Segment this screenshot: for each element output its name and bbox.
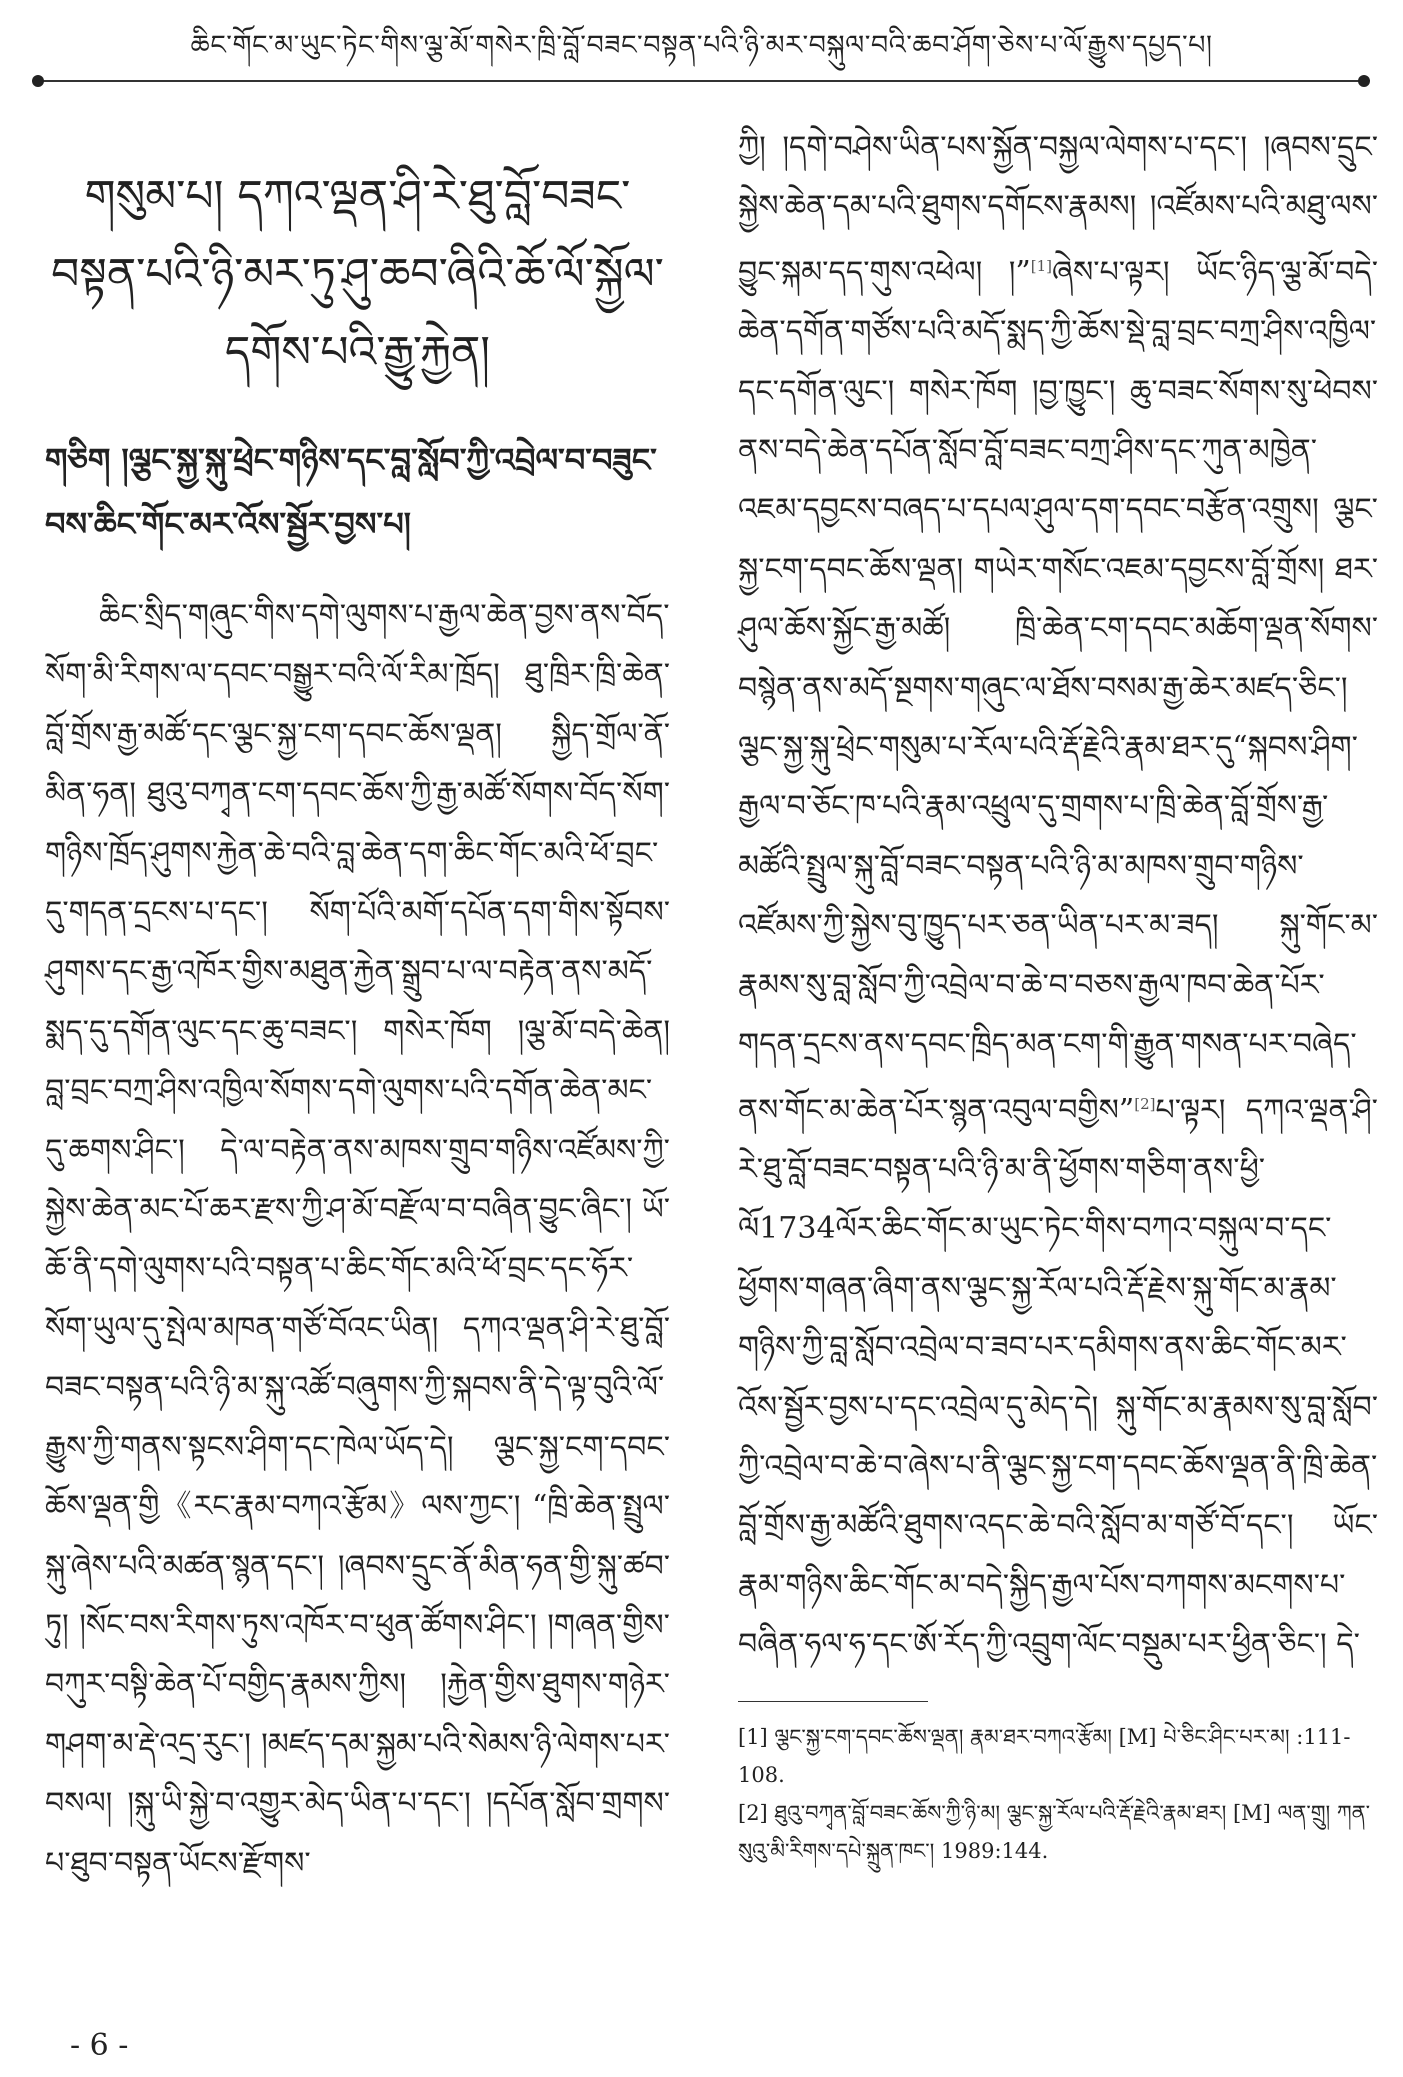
section-subtitle: གཅིག །ལྕང་སྐྱ་སྐུ་ཕྲེང་གཉིས་དང་བླ་སློབ་ཀྱི་འབྲེལ་བ་བཟུང་བས་ཆིང་གོང་མར་འོས་སྦྱོར་བྱས་པ།	[45, 441, 657, 543]
body-paragraph-left: ཆིང་སྲིད་གཞུང་གིས་དགེ་ལུགས་པ་རྒྱལ་ཆེན་བྱས་ནས་བོད་སོག་མི་རིགས་ལ་དབང་བསྒྱུར་བའི་ལོ་རིམ་ཁྲོད། ཐུ་ཁྲིར་ཁྲི་ཆེན་བློ་གྲོས་རྒྱ་མཚོ་དང་ལྕང་སྐྱ་ངག་དབང་ཆོས་ལྡན། སྐྱིད་གྲོལ་ནོ་མིན་ཧན། ཐུའུ་བཀྭན་ངག་དབང་ཆོས་ཀྱི་རྒྱ་མཚོ་སོགས་བོད་སོག་གཉིས་ཁྲོད་ཤུགས་རྐྱེན་ཆེ་བའི་བླ་ཆེན་དག་ཆིང་གོང་མའི་ཕོ་བྲང་དུ་གདན་དྲངས་པ་དང་། སོག་པོའི་མགོ་དཔོན་དག་གིས་སྟོབས་ཤུགས་དང་རྒྱ་འཁོར་གྱིས་མཐུན་རྐྱེན་སྒྲུབ་པ་ལ་བརྟེན་ནས་མདོ་སྨད་དུ་དགོན་ལུང་དང་ཆུ་བཟང་། གསེར་ཁོག །ལྕ་མོ་བདེ་ཆེན། བླ་བྲང་བཀྲ་ཤིས་འཁྱིལ་སོགས་དགེ་ལུགས་པའི་དགོན་ཆེན་མང་དུ་ཆགས་ཤིང་། དེ་ལ་བརྟེན་ནས་མཁས་གྲུབ་གཉིས་འཛོམས་ཀྱི་སྐྱེས་ཆེན་མང་པོ་ཆར་རྫས་ཀྱི་ཤ་མོ་བརྫོལ་བ་བཞིན་བྱུང་ཞིང་། ཡོ་ཆོ་ནི་དགེ་ལུགས་པའི་བསྟན་པ་ཆིང་གོང་མའི་ཕོ་བྲང་དང་ཧོར་སོག་ཡུལ་དུ་སྤེལ་མཁན་གཙོ་བོའང་ཡིན། དཀའ་ལྡན་ཤི་རེ་ཐུ་བློ་བཟང་བསྟན་པའི་ཉི་མ་སྐུ་འཚོ་བཞུགས་ཀྱི་སྐབས་ནི་དེ་ལྟ་བུའི་ལོ་རྒྱུས་ཀྱི་གནས་སྟངས་ཤིག་དང་ཁེལ་ཡོད་དེ། ལྕང་སྐྱ་ངག་དབང་ཆོས་ལྡན་གྱི《རང་རྣམ་བཀའ་རྩོམ》ལས་ཀྱང་། “ཁྲི་ཆེན་སྤྲུལ་སྐུ་ཞེས་པའི་མཚན་སྙན་དང་། །ཞབས་དྲུང་ནོ་མིན་ཧན་གྱི་སྐུ་ཚབ་ཏུ། །སོང་བས་རིགས་ཏུས་འཁོར་བ་ཕུན་ཚོགས་ཤིང་། །གཞན་གྱིས་བཀུར་བསྟི་ཆེན་པོ་བགྱིད་རྣམས་ཀྱིས། །རྐྱེན་གྱིས་ཐུགས་གཉེར་གཤག་མ་རྡེ་འདྲ་རུང་། །མཛད་དམ་སྐྱམ་པའི་སེམས་ཉི་ལེགས་པར་བསལ། །སྐུ་ཡི་སྐྱེ་བ་འགྱུར་མེད་ཡིན་པ་དང་། །དཔོན་སློབ་གྲགས་པ་ཐུབ་བསྟན་ཡོངས་རྫོགས་	[45, 598, 670, 1881]
header-rule-dot-left	[32, 75, 44, 87]
header-rule-dot-right	[1358, 75, 1370, 87]
section-title: གསུམ་པ། དཀའ་ལྡན་ཤི་རེ་ཐུ་བློ་བཟང་བསྟན་པའི་ཉི་མར་ཏུ་ཤུ་ཆབ་ཞིའི་ཆོ་ལོ་སྐྱོལ་དགོས་པའི་རྒྱུ་རྐྱེན།	[51, 171, 664, 378]
footnote-marker-2[interactable]: [2]	[1134, 1094, 1156, 1113]
header-rule	[38, 80, 1363, 82]
footnote-2: [2] ཐུའུ་བཀྭན་བློ་བཟང་ཆོས་ཀྱི་ཉི་མ། ལྕང་སྐྱ་རོལ་པའི་རྡོ་རྗེའི་རྣམ་ཐར། [M] ལན་གྲུ། ཀན་སུའུ་མི་རིགས་དཔེ་སྐྲུན་ཁང་། 1989:144.	[738, 1800, 1371, 1863]
body-text-b: ཞེས་པ་ལྟར། ཡོང་ཉིད་ལྕ་མོ་བདེ་ཆེན་དགོན་གཙོས་པའི་མདོ་སྨད་ཀྱི་ཆོས་སྡེ་བླ་བྲང་བཀྲ་ཤིས་འཁྱིལ་དང་དགོན་ལུང་། གསེར་ཁོག །བྱ་ཁྱུང་། ཆུ་བཟང་སོགས་སུ་ཕེབས་ནས་བདེ་ཆེན་དཔོན་སློབ་བློ་བཟང་བཀྲ་ཤིས་དང་ཀུན་མཁྱེན་འཇམ་དབྱངས་བཞད་པ་དཔལ་ཤུལ་དག་དབང་བརྩོན་འགྲུས། ལྕང་སྐྱ་ངག་དབང་ཆོས་ལྡན། གཡེར་གསོང་འཇམ་དབྱངས་བློ་གྲོས། ཐར་ཤུལ་ཆོས་སྐྱོང་རྒྱ་མཚོ། ཁྲི་ཆེན་ངག་དབང་མཆོག་ལྡན་སོགས་བསྙེན་ནས་མདོ་སྔགས་གཞུང་ལ་ཐོས་བསམ་རྒྱ་ཆེར་མཛད་ཅིང་། ལྕང་སྐྱ་སྐུ་ཕྲེང་གསུམ་པ་རོལ་པའི་རྡོ་རྗེའི་རྣམ་ཐར་དུ“སྐབས་ཤིག་རྒྱལ་བ་ཅོང་ཁ་པའི་རྣམ་འཕྲུལ་དུ་གྲགས་པ་ཁྲི་ཆེན་བློ་གྲོས་རྒྱ་མཚོའི་སྤྲུལ་སྐུ་བློ་བཟང་བསྟན་པའི་ཉི་མ་མཁས་གྲུབ་གཉིས་འཛོམས་ཀྱི་སྐྱེས་བུ་ཁྱུད་པར་ཅན་ཡིན་པར་མ་ཟད། སྐུ་གོང་མ་རྣམས་སུ་བླ་སློབ་ཀྱི་འབྲེལ་བ་ཆེ་བ་བཅས་རྒྱལ་ཁབ་ཆེན་པོར་གདན་དྲངས་ནས་དབང་ཁྲིད་མན་ངག་གི་རྒྱུན་གསན་པར་བཞེད་ནས་གོང་མ་ཆེན་པོར་སྙན་འབུལ་བགྱིས”	[738, 254, 1379, 1128]
page-number: - 6 -	[70, 2028, 129, 2063]
right-column	[738, 118, 1378, 1870]
body-paragraph-right	[738, 118, 1378, 1675]
running-head: ཆིང་གོང་མ་ཡུང་ཏེང་གིས་ལྕ་མོ་གསེར་ཁྲི་བློ་བཟང་བསྟན་པའི་ཉི་མར་བསྐུལ་བའི་ཆབ་ཤོག་ཅེས་པ་ལོ་རྒྱུས་དཔྱད་པ།	[190, 30, 1213, 61]
footnote-1: [1] ལྕང་སྐྱ་ངག་དབང་ཆོས་ལྡན། རྣམ་ཐར་བཀའ་རྩོམ། [M] པེ་ཅིང་ཤིང་པར་མ། :111-108.	[738, 1724, 1351, 1787]
left-column	[45, 118, 670, 1893]
footnote-marker-1[interactable]: [1]	[1030, 256, 1053, 275]
footnote-rule	[738, 1701, 928, 1702]
body-text-c: པ་ལྟར། དཀའ་ལྡན་ཤི་རེ་ཐུ་བློ་བཟང་བསྟན་པའི་ཉི་མ་ནི་ཕྱོགས་གཅིག་ནས་ཕྱི་ལོ1734ལོར་ཆིང་གོང་མ་ཡུང་ཏེང་གིས་བཀའ་བསྐུལ་བ་དང་ཕྱོགས་གཞན་ཞིག་ནས་ལྕང་སྐྱ་རོལ་པའི་རྡོ་རྗེས་སྐུ་གོང་མ་རྣམ་གཉིས་ཀྱི་བླ་སློབ་འབྲེལ་བ་ཟབ་པར་དམིགས་ནས་ཆིང་གོང་མར་འོས་སྦྱོར་བྱས་པ་དང་འབྲེལ་དུ་མེད་དེ། སྐུ་གོང་མ་རྣམས་སུ་བླ་སློབ་ཀྱི་འབྲེལ་བ་ཆེ་བ་ཞེས་པ་ནི་ལྕང་སྐྱ་ངག་དབང་ཆོས་ལྡན་ནི་ཁྲི་ཆེན་བློ་གྲོས་རྒྱ་མཚོའི་ཐུགས་འདང་ཆེ་བའི་སློབ་མ་གཙོ་བོ་དང་། ཡོང་རྣམ་གཉིས་ཆིང་གོང་མ་བདེ་སྐྱིད་རྒྱལ་པོས་བཀགས་མངགས་པ་བཞིན་ཧལ་ཧ་དང་ཨོ་རོད་ཀྱི་འབྲུག་ལོང་བསྡུམ་པར་ཕྱིན་ཅིང་། དེ་	[738, 1092, 1378, 1663]
body-text-a: ཀྱི། །དགེ་བཤེས་ཡིན་པས་སྐྱོན་བསྐྱལ་ལེགས་པ་དང་། །ཞབས་དྲུང་སྐྱེས་ཆེན་དམ་པའི་ཐུགས་དགོངས་རྣམས། །འཛོམས་པའི་མཐུ་ལས་བྱུང་སྐམ་དད་གུས་འཕེལ། །”	[738, 130, 1378, 290]
